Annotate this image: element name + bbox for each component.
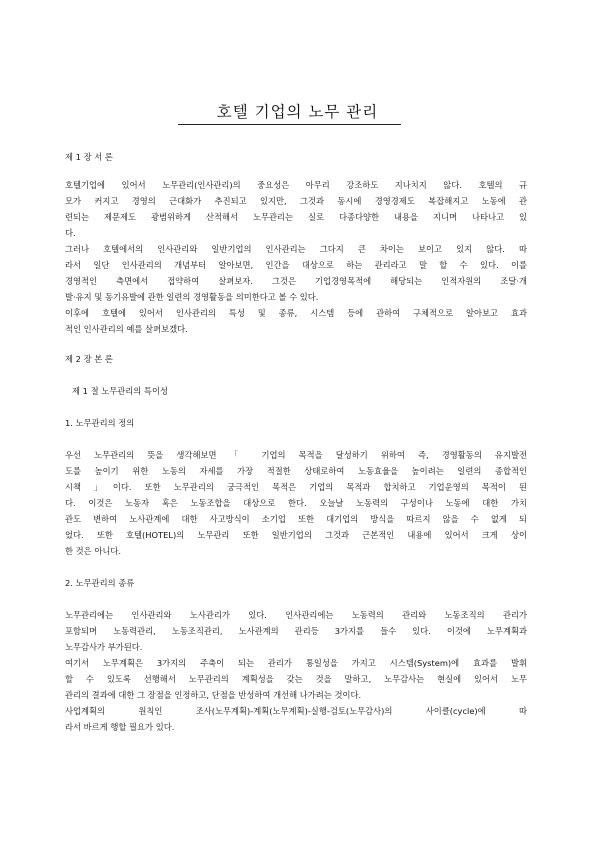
paragraph-line: 라서 일단 인사관리의 개념부터 알아보면, 인간을 대상으로 하는 관리라고 말 할 수 있다. 이를 (65, 260, 527, 270)
paragraph-line: 사업계획의 원칙인 조사(노무계획)-계획(노무계획)-실행-검토(노무감사)의 사이클(cycle)에 따 (65, 706, 527, 716)
paragraph-line: 노무감사가 부가된다. (65, 642, 143, 652)
document-title: 호텔 기업의 노무 관리 (216, 103, 379, 121)
paragraph-line: 다. (65, 228, 76, 238)
paragraph-line: 우선 노무관리의 뜻을 생각해보면 「 기업의 목적을 달성하기 위하여 즉, 경영활동의 유지발전 (65, 450, 527, 460)
paragraph-line: 발·유지 및 동기유발에 관한 일련의 경영활동을 의미한다고 볼 수 있다. (65, 292, 319, 302)
paragraph-line: 도를 높이기 위한 노동의 자세를 가장 적절한 상태로하여 노동효율을 높이려는 일련의 종합적인 (65, 466, 527, 476)
paragraph-line: 시책 」이다. 또한 노무관리의 궁극적인 목적은 기업의 목적과 합치하고 기업운영의 목적이 된 (65, 482, 527, 492)
paragraph-line: 이후에 호텔에 있어서 인사관리의 특성 및 종류, 시스템 등에 관하여 구체적으로 알아보고 효과 (65, 308, 527, 318)
paragraph-line: 경영적인 측면에서 접약하여 살펴보자. 그것은 기업경영목적에 해당되는 인적자원의 조달·개 (65, 276, 527, 286)
paragraph-line: 할 수 있도록 선행해서 노무관리의 계획성을 갖는 것을 말하고, 노무감사는 현실에 있어서 노무 (65, 674, 527, 684)
section-1-heading: 제 1 절 노무관리의 특이성 (72, 386, 168, 396)
paragraph-line: 노무관리에는 인사관리와 노사관리가 있다. 인사관리에는 노동력의 관리와 노동조직의 관리가 (65, 610, 527, 620)
paragraph-line: 여기서 노무계획은 3가지의 주축이 되는 관리가 통일성을 가지고 시스템(System)에 효과를 발휘 (65, 658, 527, 668)
paragraph-line: 관리의 결과에 대한 그 장점을 인정하고, 단점을 반성하여 개선해 나가려는 것이다. (65, 690, 362, 700)
paragraph-line: 다. 이것은 노동자 혹은 노동조합을 대상으로 한다. 오늘날 노동력의 구성이나 노동에 대한 가치 (65, 498, 527, 508)
chapter-1-heading: 제 1 장 서 론 (65, 152, 113, 162)
paragraph-line: 었다. 또한 호텔(HOTEL)의 노무관리 또한 일반기업의 그것과 근본적인 내용에 있어서 크게 상이 (65, 530, 527, 540)
paragraph-line: 호텔기업에 있어서 노무관리(인사관리)의 중요성은 아무리 강조하도 지나치지 않다. 호텔의 규 (65, 180, 527, 190)
paragraph-line: 한 것은 아니다. (65, 546, 122, 556)
paragraph-line: 관도 변하여 노사관계에 대한 사고방식이 소기업 또한 대기업의 방식을 따르지 않을 수 없게 되 (65, 514, 527, 524)
paragraph-line: 포함되며 노동력관리, 노동조직관리, 노사관계의 관리등 3가지를 들수 있다. 이것에 노무계획과 (65, 626, 527, 636)
paragraph-line: 그러나 호텔에서의 인사관리와 일반기업의 인사관리는 그다지 큰 차이는 보이고 있지 않다. 따 (65, 244, 527, 254)
paragraph-line: 련되는 제문제도 광범위하게 산적해서 노무관리는 실로 다종다양한 내용을 지니며 나타나고 있 (65, 212, 527, 222)
title-underline (178, 124, 401, 125)
subsection-2-heading: 2. 노무관리의 종류 (65, 578, 135, 588)
paragraph-line: 적인 인사관리의 예를 살펴보겠다. (65, 324, 188, 334)
paragraph-line: 라서 바르게 행할 필요가 있다. (65, 722, 175, 732)
chapter-2-heading: 제 2 장 본 론 (65, 354, 113, 364)
subsection-1-heading: 1. 노무관리의 정의 (65, 418, 135, 428)
paragraph-line: 모가 커지고 경영의 근대화가 추진되고 있지만, 그것과 동시에 경영경제도 복잡해지고 노동에 관 (65, 196, 527, 206)
